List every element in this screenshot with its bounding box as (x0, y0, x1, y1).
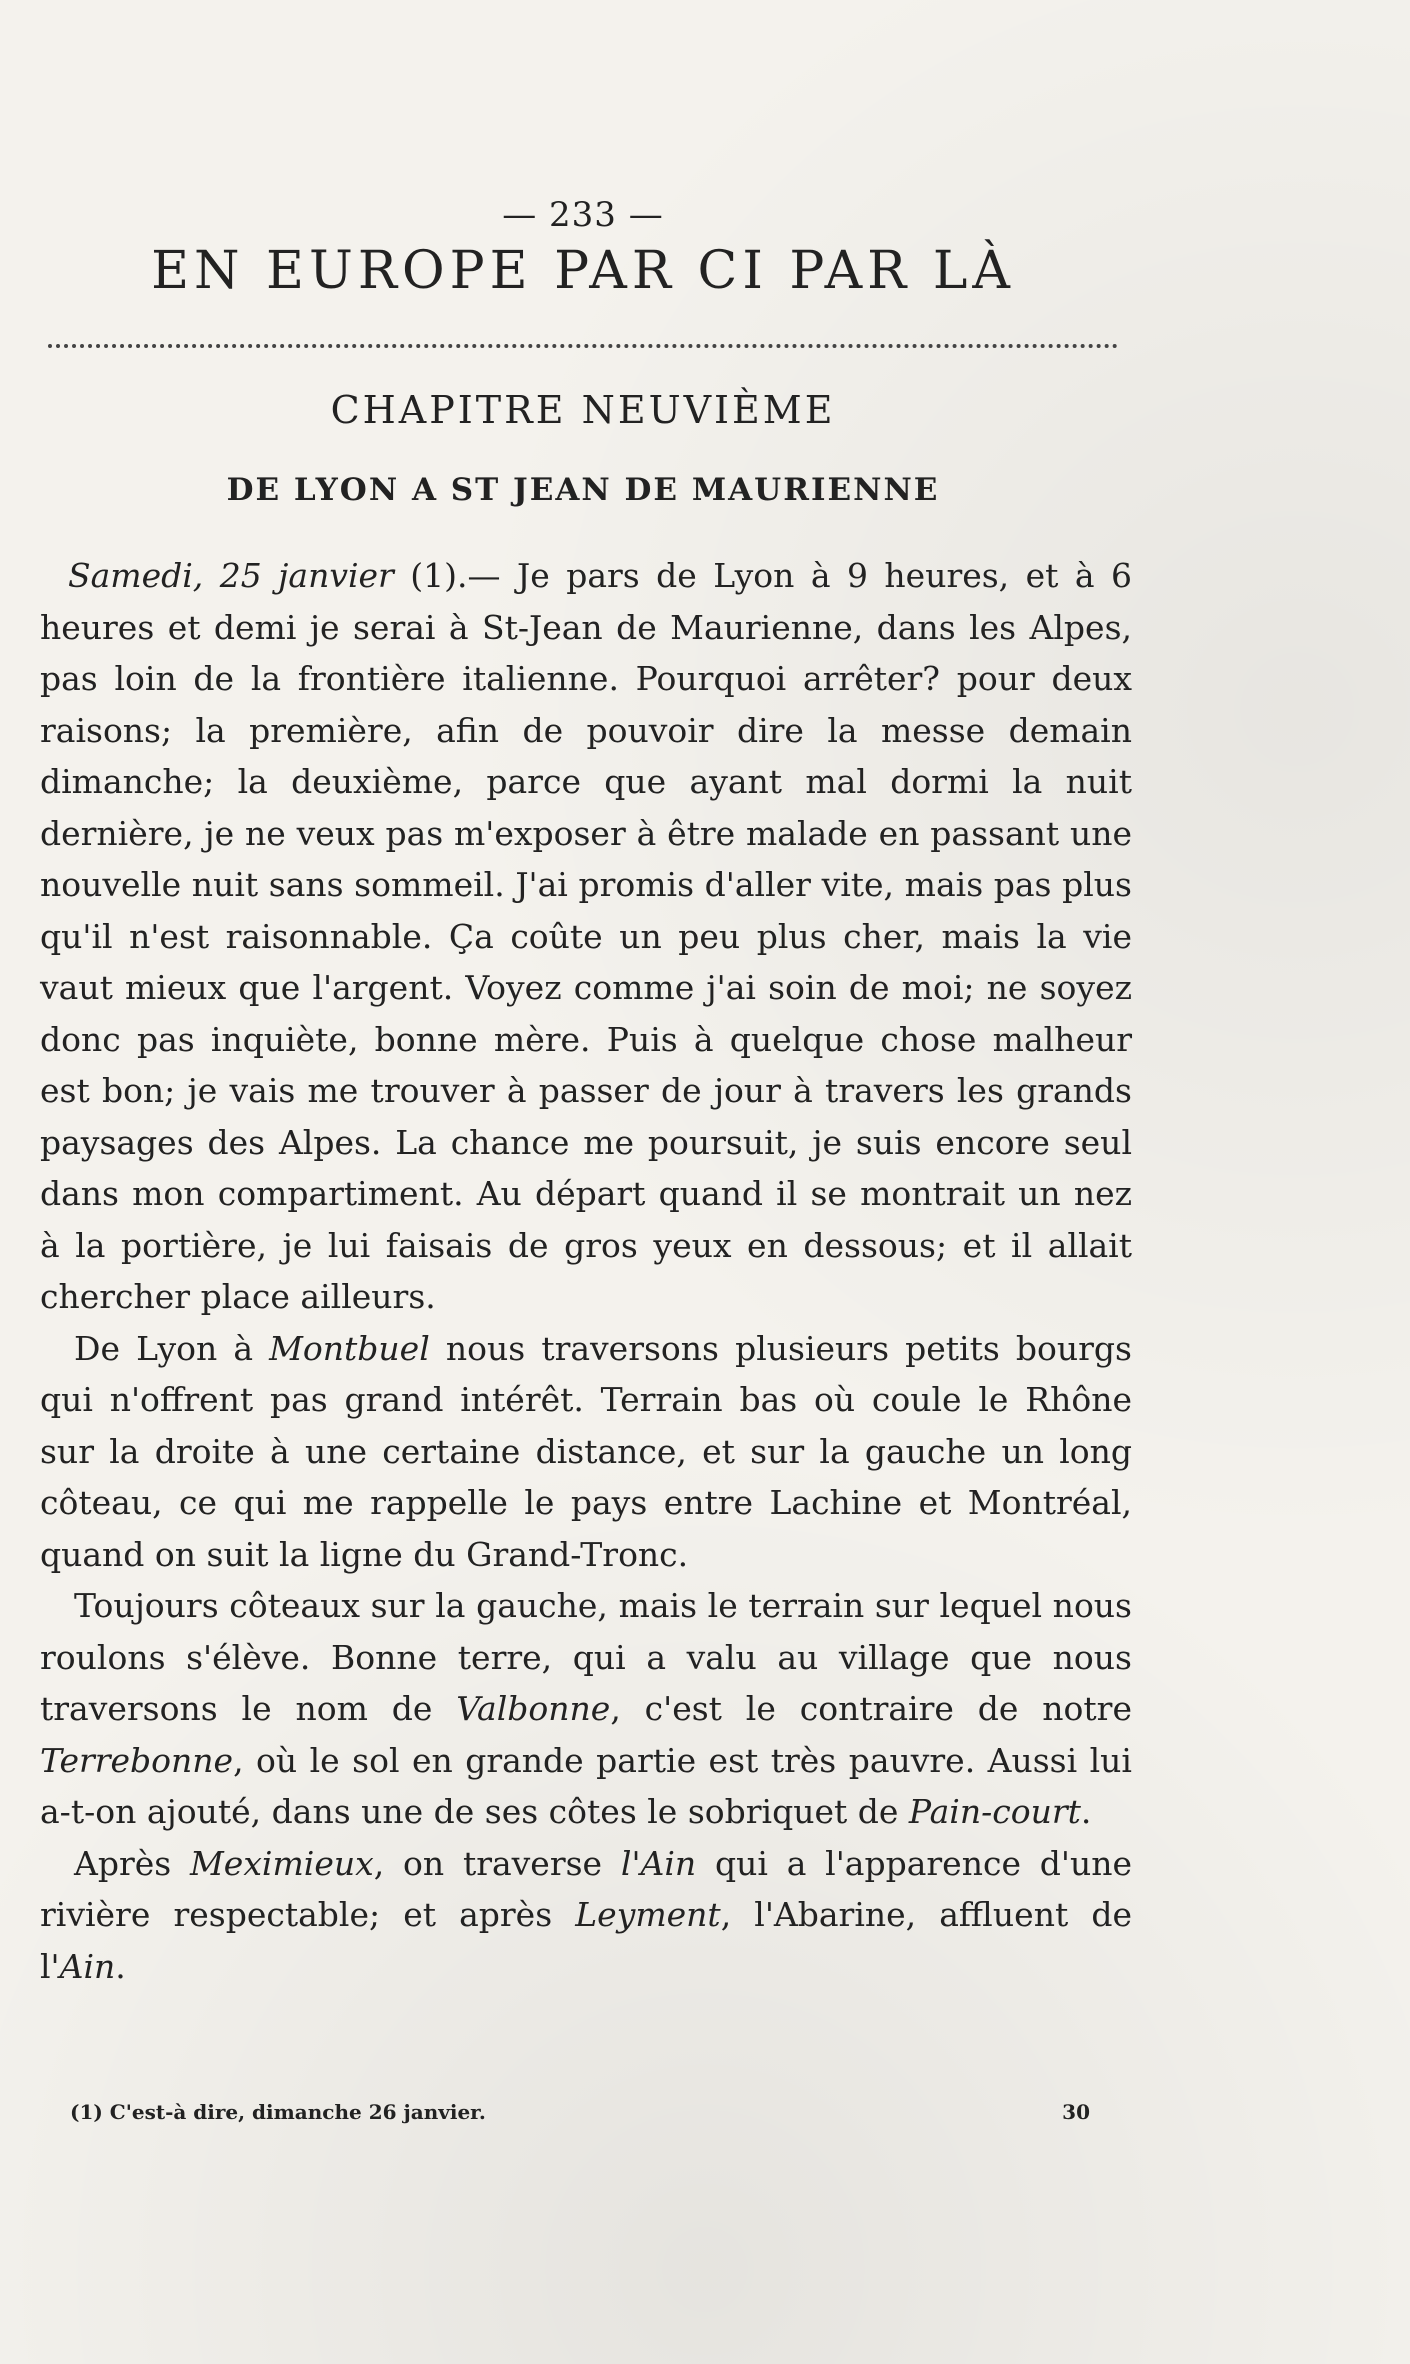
italic-run: Valbonne (456, 1689, 611, 1728)
chapter-heading: CHAPITRE NEUVIÈME (330, 388, 836, 432)
text-run: . (115, 1946, 126, 1986)
text-run: nous traversons plusieurs petits bourgs qui n'offrent pas grand intérêt. Terrain bas où coule le Rhône sur la droite à une certaine distance, et sur la gauche un long côteau, ce qui me rappelle le pays entre Lachine et Montréal, quand on suit la ligne du Grand-Tronc. (40, 1328, 1132, 1574)
text-run: , l'Abarine, affluent de l' (40, 1895, 1132, 1986)
text-run: Après (74, 1843, 190, 1883)
text-run: , on traverse (373, 1843, 621, 1883)
page-number: — 233 — (502, 195, 664, 235)
body-text (40, 550, 1132, 1992)
text-run: . (1080, 1792, 1092, 1831)
text-run: qui a l'apparence d'une rivière respectable; et après (40, 1843, 1133, 1934)
paragraph (40, 550, 1132, 1323)
page-header (48, 195, 1118, 301)
paragraph (40, 1838, 1132, 1993)
italic-run: Samedi, 25 janvier (68, 556, 394, 595)
text-run: Toujours côteaux sur la gauche, mais le terrain sur lequel nous roulons s'élève. Bonne terre, qui a valu au village que nous traversons le nom de (40, 1586, 1132, 1728)
paragraph (40, 1580, 1132, 1838)
text-run: , c'est le contraire de notre (610, 1689, 1132, 1728)
footnote-text: (1) C'est-à dire, dimanche 26 janvier. (70, 2100, 486, 2124)
italic-run: Ain (59, 1946, 116, 1986)
text-run: De Lyon à (74, 1328, 270, 1368)
italic-run: Pain-court (908, 1792, 1081, 1831)
italic-run: Terrebonne (40, 1740, 234, 1780)
italic-run: Leyment (575, 1895, 721, 1934)
text-run: (1).— Je pars de Lyon à 9 heures, et à 6 heures et demi je serai à St-Jean de Maurienne, dans les Alpes, pas loin de la frontière italienne. Pourquoi arrêter? pour deux raisons; la première, afin de pouvoir dire la messe demain dimanche; la deuxième, parce que ayant mal dormi la nuit dernière, je ne veux pas m'exposer à être malade en passant une nouvelle nuit sans sommeil. J'ai promis d'aller vite, mais pas plus qu'il n'est raisonnable. Ça coûte un peu plus cher, mais la vie vaut mieux que l'argent. Voyez comme j'ai soin de moi; ne soyez donc pas inquiète, bonne mère. Puis à quelque chose malheur est bon; je vais me trouver à passer de jour à travers les grands paysages des Alpes. La chance me poursuit, je suis encore seul dans mon compartiment. Au départ quand il se montrait un nez à la portière, je lui faisais de gros yeux en dessous; et il allait chercher place ailleurs. (40, 556, 1132, 1316)
footnote (70, 2100, 1090, 2124)
text-run: , où le sol en grande partie est très pauvre. Aussi lui a-t-on ajouté, dans une de ses côtes le sobriquet de (40, 1740, 1132, 1831)
italic-run: Meximieux (190, 1843, 374, 1883)
paragraph (40, 1323, 1132, 1581)
dotted-rule (48, 344, 1118, 348)
signature-mark: 30 (1062, 2100, 1090, 2124)
running-title: EN EUROPE PAR CI PAR LÀ (151, 241, 1015, 301)
italic-run: Montbuel (269, 1328, 430, 1368)
italic-run: l'Ain (620, 1843, 697, 1883)
section-heading: DE LYON A ST JEAN DE MAURIENNE (226, 472, 940, 508)
